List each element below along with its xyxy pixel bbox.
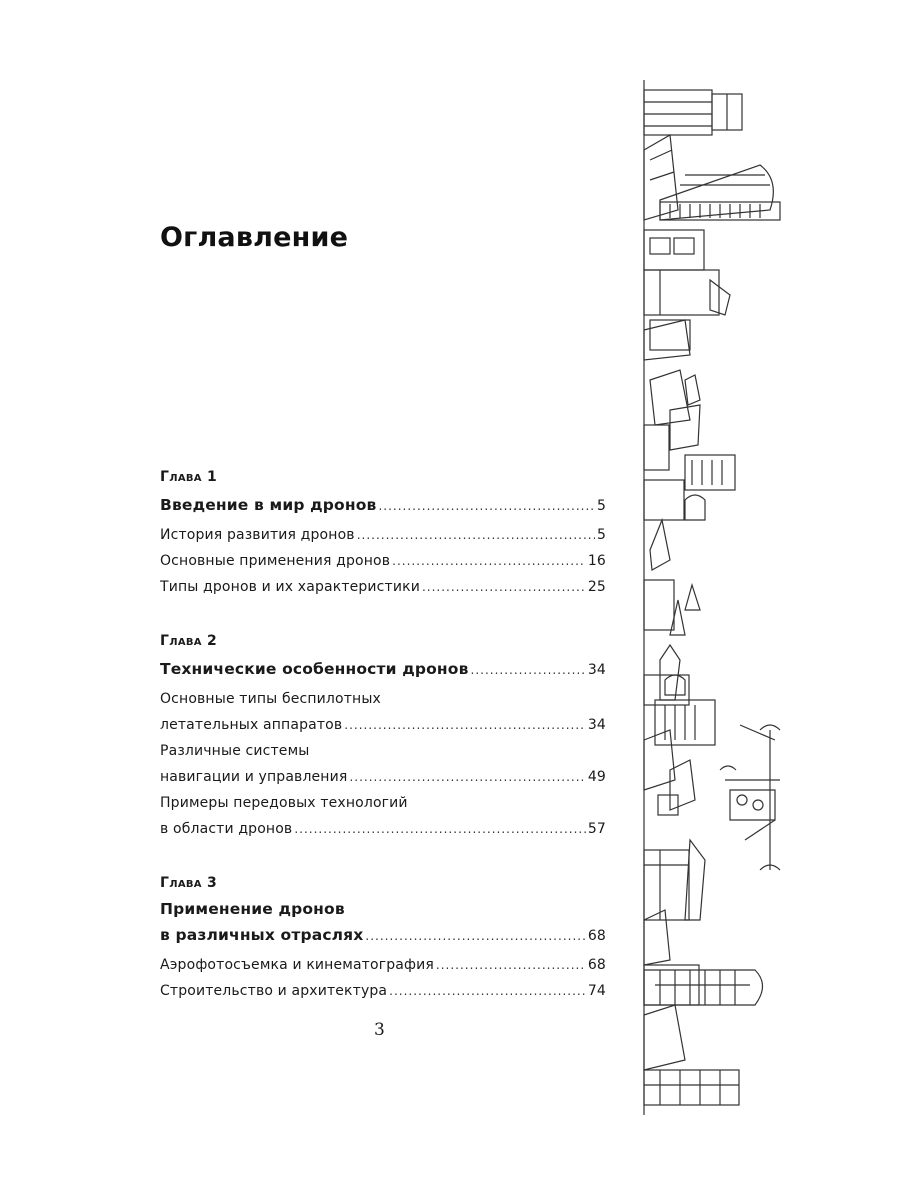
page-ref: 57 — [587, 821, 606, 837]
chapter-label: Глава 2 — [160, 633, 218, 649]
page-ref: 74 — [587, 983, 606, 999]
toc-entry[interactable]: навигации и управления ..... 49 — [160, 764, 606, 790]
toc-entry[interactable]: Типы дронов и их характеристики ..... 25 — [160, 574, 606, 600]
chapter-heading-line[interactable]: Применение дронов — [160, 900, 345, 918]
toc-entry[interactable]: летательных аппаратов ..... 34 — [160, 712, 606, 738]
chapter-2 — [160, 632, 606, 842]
page-ref: 16 — [587, 553, 606, 569]
toc-title: Оглавление — [160, 222, 349, 253]
page-ref: 5 — [596, 527, 606, 543]
chapter-3 — [160, 874, 606, 1004]
toc-entry[interactable]: в области дронов ..... 57 — [160, 816, 606, 842]
toc-entry[interactable]: Аэрофотосъемка и кинематография ..... 68 — [160, 952, 606, 978]
chapter-label: Глава 3 — [160, 875, 218, 891]
chapter-heading[interactable]: в различных отраслях ..... 68 — [160, 924, 606, 946]
page-ref: 49 — [587, 769, 606, 785]
page-ref: 68 — [587, 928, 606, 944]
page-ref: 34 — [587, 717, 606, 733]
page-ref: 68 — [587, 957, 606, 973]
city-skyline-illustration — [630, 80, 810, 1120]
chapter-heading[interactable]: Введение в мир дронов ..... 5 — [160, 492, 606, 518]
toc-entry[interactable]: Основные применения дронов ..... 16 — [160, 548, 606, 574]
page-ref: 34 — [587, 662, 606, 678]
chapter-label: Глава 1 — [160, 469, 218, 485]
chapter-1 — [160, 468, 606, 600]
chapter-heading[interactable]: Технические особенности дронов ..... 34 — [160, 656, 606, 682]
toc-entry-line[interactable]: Основные типы беспилотных — [160, 691, 381, 707]
page-ref: 25 — [587, 579, 606, 595]
toc-entry-line[interactable]: Различные системы — [160, 743, 310, 759]
toc-entry[interactable]: Строительство и архитектура ..... 74 — [160, 978, 606, 1004]
toc-entry[interactable]: История развития дронов ..... 5 — [160, 522, 606, 548]
page-ref: 5 — [596, 498, 606, 514]
toc-entry-line[interactable]: Примеры передовых технологий — [160, 795, 408, 811]
page-number: 3 — [374, 1020, 385, 1040]
